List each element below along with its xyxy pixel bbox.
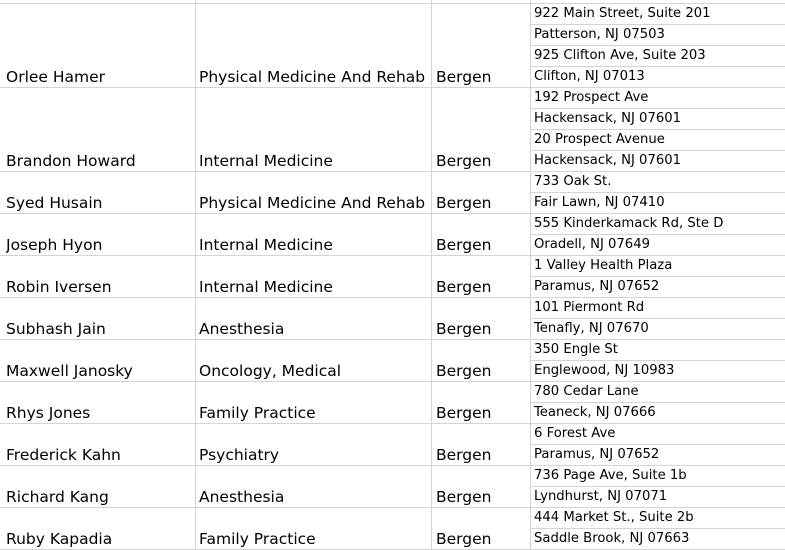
- county-cell[interactable]: Bergen: [436, 236, 492, 254]
- address-cell[interactable]: 444 Market St., Suite 2b: [534, 510, 694, 525]
- specialty-cell[interactable]: Internal Medicine: [199, 152, 333, 170]
- specialty-cell[interactable]: Physical Medicine And Rehab: [199, 68, 426, 86]
- name-cell[interactable]: Frederick Kahn: [6, 446, 121, 464]
- specialty-cell[interactable]: Psychiatry: [199, 446, 280, 464]
- address-cell[interactable]: Tenafly, NJ 07670: [534, 321, 649, 336]
- address-cell[interactable]: 20 Prospect Avenue: [534, 132, 665, 147]
- specialty-cell[interactable]: Oncology, Medical: [199, 362, 342, 380]
- county-cell[interactable]: Bergen: [436, 68, 492, 86]
- address-cell[interactable]: 780 Cedar Lane: [534, 384, 639, 399]
- name-cell[interactable]: Subhash Jain: [6, 320, 106, 338]
- name-cell[interactable]: Brandon Howard: [6, 152, 136, 170]
- county-cell[interactable]: Bergen: [436, 278, 492, 296]
- specialty-cell[interactable]: Physical Medicine And Rehab: [199, 194, 426, 212]
- address-cell[interactable]: Patterson, NJ 07503: [534, 27, 665, 42]
- address-cell[interactable]: 736 Page Ave, Suite 1b: [534, 468, 687, 483]
- address-cell[interactable]: Fair Lawn, NJ 07410: [534, 195, 665, 210]
- address-cell[interactable]: 350 Engle St: [534, 342, 618, 357]
- county-cell[interactable]: Bergen: [436, 194, 492, 212]
- name-cell[interactable]: Rhys Jones: [6, 404, 91, 422]
- specialty-cell[interactable]: Anesthesia: [199, 488, 285, 506]
- county-cell[interactable]: Bergen: [436, 530, 492, 548]
- name-cell[interactable]: Syed Husain: [6, 194, 103, 212]
- address-cell[interactable]: Oradell, NJ 07649: [534, 237, 650, 252]
- address-cell[interactable]: Saddle Brook, NJ 07663: [534, 531, 690, 546]
- address-cell[interactable]: Hackensack, NJ 07601: [534, 111, 682, 126]
- name-cell[interactable]: Ruby Kapadia: [6, 530, 113, 548]
- address-cell[interactable]: Clifton, NJ 07013: [534, 69, 645, 84]
- specialty-cell[interactable]: Anesthesia: [199, 320, 285, 338]
- address-cell[interactable]: 922 Main Street, Suite 201: [534, 6, 711, 21]
- address-cell[interactable]: 925 Clifton Ave, Suite 203: [534, 48, 706, 63]
- address-cell[interactable]: 101 Piermont Rd: [534, 300, 645, 315]
- name-cell[interactable]: Joseph Hyon: [6, 236, 103, 254]
- specialty-cell[interactable]: Family Practice: [199, 530, 316, 548]
- county-cell[interactable]: Bergen: [436, 488, 492, 506]
- name-cell[interactable]: Robin Iversen: [6, 278, 112, 296]
- address-cell[interactable]: Hackensack, NJ 07601: [534, 153, 682, 168]
- address-cell[interactable]: 555 Kinderkamack Rd, Ste D: [534, 216, 724, 231]
- column-divider: [431, 0, 432, 549]
- name-cell[interactable]: Maxwell Janosky: [6, 362, 133, 380]
- address-cell[interactable]: 6 Forest Ave: [534, 426, 616, 441]
- specialty-cell[interactable]: Internal Medicine: [199, 278, 333, 296]
- specialty-cell[interactable]: Internal Medicine: [199, 236, 333, 254]
- name-cell[interactable]: Orlee Hamer: [6, 68, 106, 86]
- county-cell[interactable]: Bergen: [436, 320, 492, 338]
- column-divider: [195, 0, 196, 549]
- name-cell[interactable]: Richard Kang: [6, 488, 109, 506]
- address-cell[interactable]: 1 Valley Health Plaza: [534, 258, 673, 273]
- address-cell[interactable]: Paramus, NJ 07652: [534, 447, 660, 462]
- county-cell[interactable]: Bergen: [436, 152, 492, 170]
- address-cell[interactable]: 733 Oak St.: [534, 174, 612, 189]
- specialty-cell[interactable]: Family Practice: [199, 404, 316, 422]
- column-divider: [530, 0, 531, 549]
- county-cell[interactable]: Bergen: [436, 404, 492, 422]
- county-cell[interactable]: Bergen: [436, 446, 492, 464]
- county-cell[interactable]: Bergen: [436, 362, 492, 380]
- address-cell[interactable]: Lyndhurst, NJ 07071: [534, 489, 668, 504]
- address-cell[interactable]: Paramus, NJ 07652: [534, 279, 660, 294]
- address-cell[interactable]: 192 Prospect Ave: [534, 90, 649, 105]
- address-cell[interactable]: Teaneck, NJ 07666: [534, 405, 656, 420]
- address-cell[interactable]: Englewood, NJ 10983: [534, 363, 675, 378]
